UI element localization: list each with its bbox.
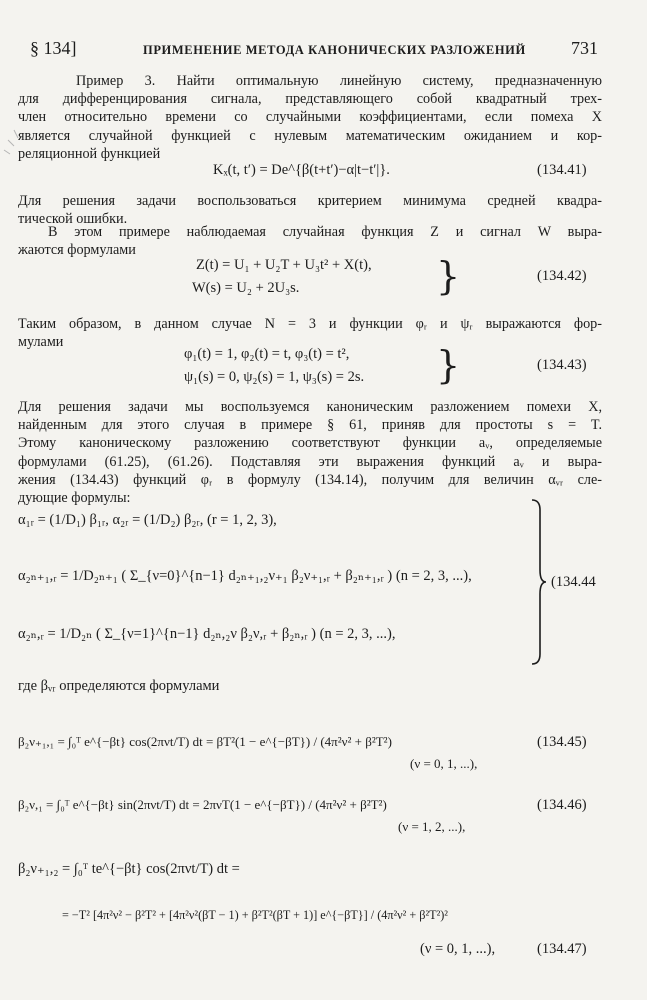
text-line: жения (134.43) функций φᵣ в формулу (134.14), получим для величин αᵥᵣ сле- — [18, 471, 602, 488]
equation-number: (134.42) — [537, 268, 587, 284]
text-line: является случайной функцией с нулевым математическим ожиданием и кор- — [18, 127, 602, 144]
equation-134-47-line1: β₂ν₊₁,₂ = ∫₀ᵀ te^{−βt} cos(2πνt/T) dt = — [18, 861, 240, 877]
paragraph-canonical-expansion — [18, 398, 602, 507]
equation-134-44-row3: α₂ₙ,ᵣ = 1/D₂ₙ ( Σ_{ν=1}^{n−1} d₂ₙ,₂ν β₂ν,ᵣ + β₂ₙ,ᵣ ) (n = 2, 3, ...), — [18, 626, 396, 642]
text-line: Этому каноническому разложению соответствуют функции aᵥ, определяемые — [18, 435, 602, 452]
equation-134-43-line2: ψ₁(s) = 0, ψ₂(s) = 1, ψ₃(s) = 2s. — [184, 369, 365, 385]
right-brace: } — [436, 343, 461, 387]
equation-134-41: Kₓ(t, t′) = De^{β(t+t′)−α|t−t′|}. — [213, 162, 390, 178]
section-ref: § 134] — [30, 38, 77, 58]
text-line: Таким образом, в данном случае N = 3 и функции φᵣ и ψᵣ выражаются фор- — [18, 316, 602, 332]
equation-number: (134.45) — [537, 734, 587, 750]
text-line: В этом примере наблюдаемая случайная функция Z и сигнал W выра- — [48, 224, 602, 240]
equation-range: (ν = 0, 1, ...), — [420, 941, 496, 957]
system-brace — [528, 498, 548, 666]
equation-134-44-row1: α₁ᵣ = (1/D₁) β₁ᵣ, α₂ᵣ = (1/D₂) β₂ᵣ, (r = 1, 2, 3), — [18, 512, 277, 528]
equation-134-42-line1: Z(t) = U₁ + U₂T + U₃t² + X(t), — [196, 257, 372, 273]
equation-134-47-line2: = −T² [4π²ν² − β²T² + [4π²ν²(βT − 1) + β²T²(βT + 1)] e^{−βT}] / (4π²ν² + β²T²)² — [62, 908, 448, 922]
equation-range: (ν = 1, 2, ...), — [398, 819, 466, 834]
equation-134-42-line2: W(s) = U₂ + 2U₃s. — [192, 280, 300, 296]
page-number: 731 — [571, 38, 598, 58]
equation-134-44-row2: α₂ₙ₊₁,ᵣ = 1/D₂ₙ₊₁ ( Σ_{ν=0}^{n−1} d₂ₙ₊₁,₂ν₊₁ β₂ν₊₁,ᵣ + β₂ₙ₊₁,ᵣ ) (n = 2, 3, ...), — [18, 568, 472, 584]
text-line: член относительно времени со случайными коэффициентами, если помеха X — [18, 109, 602, 126]
equation-134-46: β₂ν,₁ = ∫₀ᵀ e^{−βt} sin(2πνt/T) dt = 2πνT(1 − e^{−βT}) / (4π²ν² + β²T²) — [18, 797, 387, 812]
equation-134-43-line1: φ₁(t) = 1, φ₂(t) = t, φ₃(t) = t², — [184, 346, 350, 362]
paragraph-observed-function — [18, 223, 602, 259]
text-line: жаются формулами — [18, 242, 136, 259]
paragraph-example3 — [18, 72, 602, 163]
equation-number: (134.43) — [537, 357, 587, 373]
equation-number: (134.46) — [537, 797, 587, 813]
equation-range: (ν = 0, 1, ...), — [410, 756, 478, 771]
paragraph-beta-defs: где βᵥᵣ определяются формулами — [18, 678, 220, 694]
text-line: реляционной функцией — [18, 145, 161, 162]
equation-134-45: β₂ν₊₁,₁ = ∫₀ᵀ e^{−βt} cos(2πνt/T) dt = βT²(1 − e^{−βT}) / (4π²ν² + β²T²) — [18, 734, 392, 749]
margin-scan-mark — [0, 128, 22, 158]
text-line: тической ошибки. — [18, 211, 128, 228]
text-line: мулами — [18, 334, 64, 351]
text-line: Для решения задачи мы воспользуемся каноническим разложением помехи X, — [18, 399, 602, 415]
text-line: Для решения задачи воспользоваться критерием минимума средней квадра- — [18, 193, 602, 209]
text-line: Пример 3. Найти оптимальную линейную систему, предназначенную — [76, 73, 602, 89]
equation-number: (134.47) — [537, 941, 587, 957]
text-line: дующие формулы: — [18, 489, 131, 506]
text-line: формулами (61.25), (61.26). Подставляя эти выражения функций aᵥ и выра- — [18, 453, 602, 470]
running-title: ПРИМЕНЕНИЕ МЕТОДА КАНОНИЧЕСКИХ РАЗЛОЖЕНИЙ — [143, 43, 526, 57]
right-brace: } — [436, 254, 461, 298]
text-line: для дифференцирования сигнала, представляющего собой квадратный трех- — [18, 91, 602, 108]
equation-number: (134.41) — [537, 162, 587, 178]
text-line: найденным для этого случая в примере § 61, приняв для простоты s = T. — [18, 417, 602, 434]
equation-number: (134.44 — [551, 574, 596, 590]
